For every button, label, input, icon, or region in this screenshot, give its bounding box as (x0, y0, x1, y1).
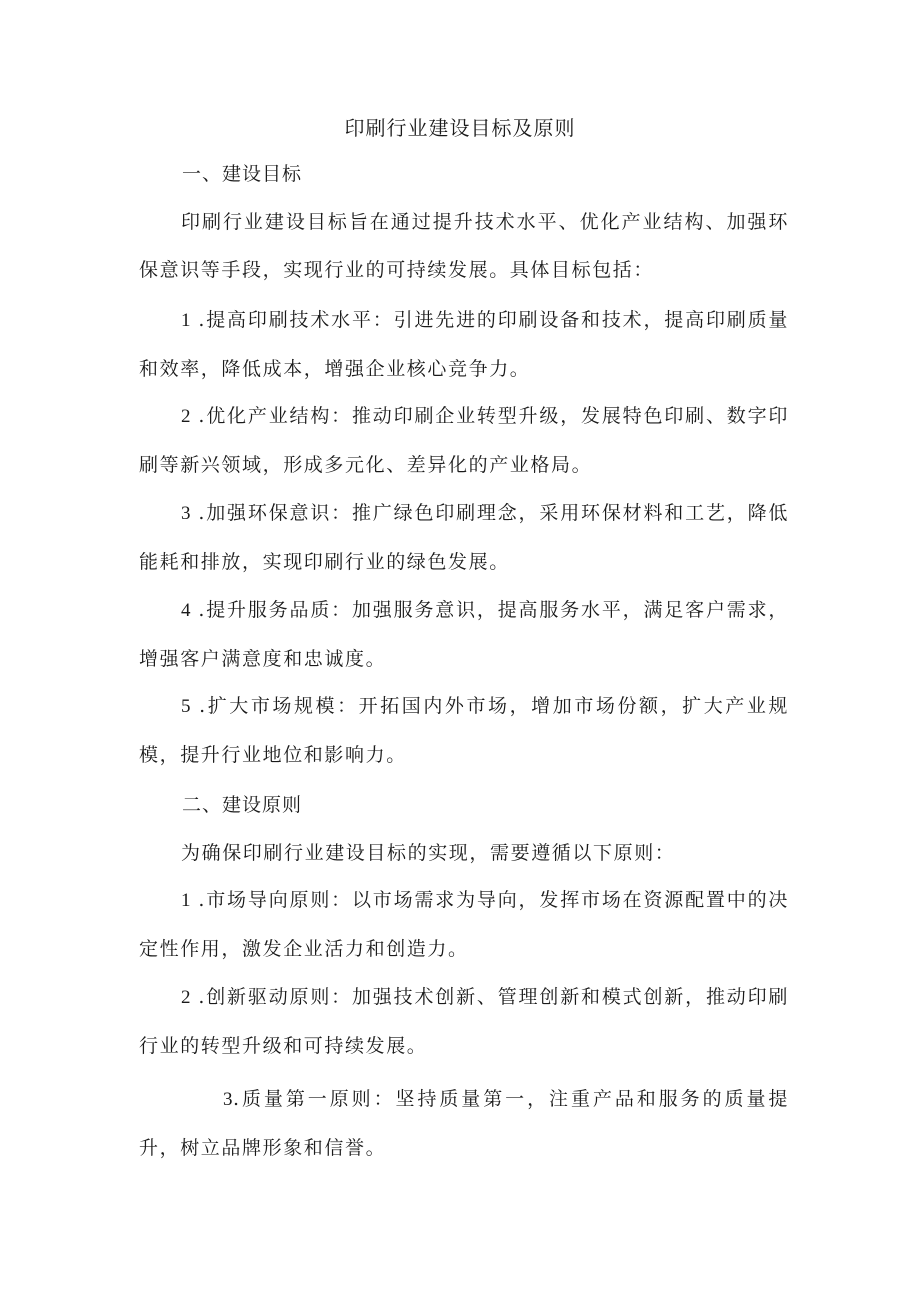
goal-item (139, 682, 789, 779)
page-title: 印刷行业建设目标及原则 (344, 116, 576, 140)
item-number: 1 (181, 310, 191, 331)
goal-item (139, 296, 789, 393)
principle-item (139, 1075, 789, 1172)
item-number: 2 (181, 406, 191, 427)
principles-intro: 为确保印刷行业建设目标的实现，需要遵循以下原则： (181, 842, 676, 864)
item-number: 3 (181, 503, 191, 524)
item-text: .提高印刷技术水平：引进先进的印刷设备和技术，提高印刷质量和效率，降低成本，增强企业核心竞争力。 (139, 309, 790, 380)
item-text: .扩大市场规模：开拓国内外市场，增加市场份额，扩大产业规模，提升行业地位和影响力。 (139, 695, 790, 766)
item-text: .创新驱动原则：加强技术创新、管理创新和模式创新，推动印刷行业的转型升级和可持续发展。 (139, 986, 790, 1057)
section-heading-principles: 二、建设原则 (182, 794, 303, 816)
item-text: .提升服务品质：加强服务意识，提高服务水平，满足客户需求，增强客户满意度和忠诚度。 (139, 599, 790, 670)
item-text: .加强环保意识：推广绿色印刷理念，采用环保材料和工艺，降低能耗和排放，实现印刷行业的绿色发展。 (139, 502, 790, 573)
goals-intro: 印刷行业建设目标旨在通过提升技术水平、优化产业结构、加强环保意识等手段，实现行业的可持续发展。具体目标包括： (139, 211, 789, 281)
principle-item (139, 876, 789, 973)
item-text: .优化产业结构：推动印刷企业转型升级，发展特色印刷、数字印刷等新兴领域，形成多元化、差异化的产业格局。 (139, 405, 790, 476)
item-text: .质量第一原则：坚持质量第一，注重产品和服务的质量提升，树立品牌形象和信誉。 (139, 1088, 789, 1159)
item-number: 4 (181, 600, 191, 621)
item-text: .市场导向原则：以市场需求为导向，发挥市场在资源配置中的决定性作用，激发企业活力和创造力。 (139, 889, 790, 960)
goal-item (139, 489, 789, 586)
item-number: 1 (181, 890, 191, 911)
section-heading-goals: 一、建设目标 (182, 163, 303, 185)
item-number: 2 (181, 987, 191, 1008)
item-number: 5 (181, 696, 191, 717)
goal-item (139, 392, 789, 489)
goal-item (139, 586, 789, 683)
principle-item (139, 973, 789, 1070)
item-number: 3 (223, 1089, 233, 1110)
